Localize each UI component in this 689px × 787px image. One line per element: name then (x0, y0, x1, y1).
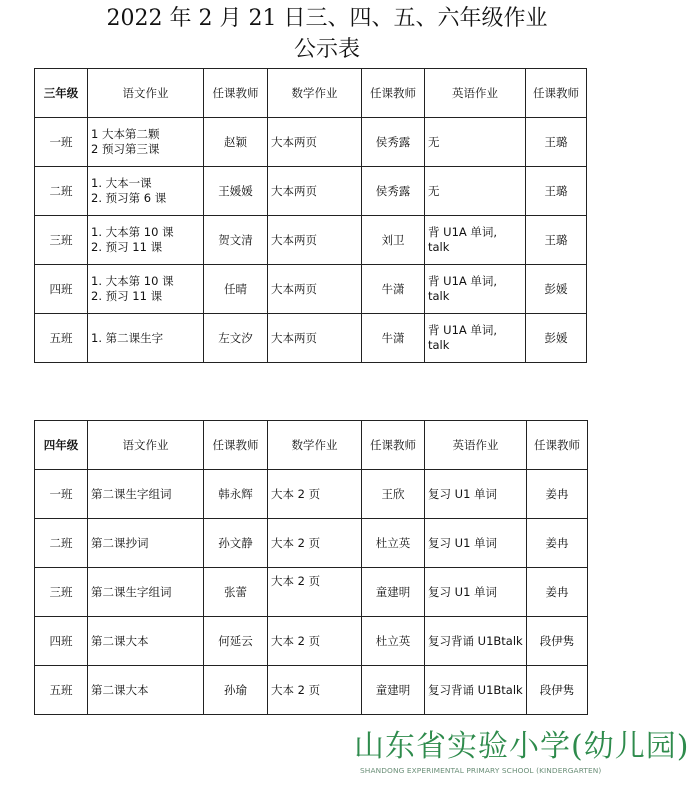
header-math: 数学作业 (268, 69, 362, 118)
chinese-teacher: 任晴 (204, 265, 268, 314)
english-teacher: 段伊隽 (527, 617, 588, 666)
header-chinese-teacher: 任课教师 (204, 421, 268, 470)
math-homework: 大本两页 (268, 216, 362, 265)
math-teacher: 侯秀露 (362, 118, 425, 167)
header-english-teacher: 任课教师 (526, 69, 587, 118)
chinese-homework (88, 265, 204, 314)
english-teacher: 段伊隽 (527, 666, 588, 715)
math-homework: 大本两页 (268, 118, 362, 167)
chinese-teacher: 贺文清 (204, 216, 268, 265)
english-homework (425, 314, 526, 363)
english-homework: 复习 U1 单词 (425, 568, 527, 617)
english-homework: 复习 U1 单词 (425, 519, 527, 568)
english-teacher: 彭媛 (526, 265, 587, 314)
math-homework: 大本 2 页 (268, 568, 362, 617)
math-homework: 大本 2 页 (268, 519, 362, 568)
header-math: 数学作业 (268, 421, 362, 470)
math-homework: 大本两页 (268, 314, 362, 363)
page-title: 2022 年 2 月 21 日三、四、五、六年级作业 (106, 6, 548, 31)
math-teacher: 童建明 (362, 568, 425, 617)
grade-label: 四年级 (35, 421, 88, 470)
chinese-homework (88, 118, 204, 167)
homework-line: 1. 第二课生字 (91, 330, 164, 345)
header-english: 英语作业 (425, 69, 526, 118)
chinese-teacher: 何延云 (204, 617, 268, 666)
class-name: 二班 (35, 167, 88, 216)
english-teacher: 彭媛 (526, 314, 587, 363)
homework-line: 无 (428, 134, 440, 149)
table-row (35, 216, 587, 265)
chinese-teacher: 韩永辉 (204, 470, 268, 519)
chinese-teacher: 左文汐 (204, 314, 268, 363)
grade3-homework-table (34, 68, 587, 363)
english-teacher: 姜冉 (527, 470, 588, 519)
chinese-teacher: 孙文静 (204, 519, 268, 568)
chinese-teacher: 王媛媛 (204, 167, 268, 216)
table-row (35, 470, 588, 519)
class-name: 一班 (35, 118, 88, 167)
table-header-row (35, 421, 588, 470)
homework-line: 2. 预习 11 课 (91, 240, 163, 254)
chinese-homework (88, 167, 204, 216)
table-header-row (35, 69, 587, 118)
homework-line: talk (428, 240, 450, 254)
table-row (35, 265, 587, 314)
homework-line: 2. 预习 11 课 (91, 289, 163, 303)
english-homework: 复习背诵 U1Btalk (425, 666, 527, 715)
chinese-teacher: 赵颖 (204, 118, 268, 167)
homework-line: talk (428, 338, 450, 352)
english-teacher: 姜冉 (527, 568, 588, 617)
table-row (35, 568, 588, 617)
table-row (35, 314, 587, 363)
table-row (35, 167, 587, 216)
english-teacher: 姜冉 (527, 519, 588, 568)
homework-line: 背 U1A 单词, (428, 225, 498, 239)
homework-line: 1. 大本一课 (91, 176, 152, 190)
homework-line: 背 U1A 单词, (428, 274, 498, 288)
math-teacher: 王欣 (362, 470, 425, 519)
class-name: 四班 (35, 265, 88, 314)
table-row (35, 519, 588, 568)
homework-line: 无 (428, 183, 440, 198)
math-teacher: 杜立英 (362, 519, 425, 568)
table-row (35, 666, 588, 715)
math-teacher: 童建明 (362, 666, 425, 715)
table-row (35, 617, 588, 666)
math-teacher: 刘卫 (362, 216, 425, 265)
header-chinese: 语文作业 (88, 69, 204, 118)
class-name: 一班 (35, 470, 88, 519)
homework-line: 1. 大本第 10 课 (91, 274, 174, 288)
grade4-homework-table (34, 420, 588, 715)
math-homework: 大本两页 (268, 265, 362, 314)
chinese-homework: 第二课抄词 (88, 519, 204, 568)
english-homework: 复习背诵 U1Btalk (425, 617, 527, 666)
math-teacher: 杜立英 (362, 617, 425, 666)
table-row (35, 118, 587, 167)
homework-line: 1. 大本第 10 课 (91, 225, 174, 239)
class-name: 三班 (35, 568, 88, 617)
english-teacher: 王璐 (526, 118, 587, 167)
math-homework: 大本 2 页 (268, 666, 362, 715)
chinese-homework (88, 314, 204, 363)
english-homework (425, 167, 526, 216)
class-name: 三班 (35, 216, 88, 265)
homework-line: 背 U1A 单词, (428, 323, 498, 337)
chinese-teacher: 张蕾 (204, 568, 268, 617)
chinese-homework: 第二课大本 (88, 666, 204, 715)
english-homework: 复习 U1 单词 (425, 470, 527, 519)
chinese-homework: 第二课大本 (88, 617, 204, 666)
chinese-homework: 第二课生字组词 (88, 470, 204, 519)
math-teacher: 牛潇 (362, 265, 425, 314)
math-homework: 大本 2 页 (268, 470, 362, 519)
header-chinese: 语文作业 (88, 421, 204, 470)
class-name: 五班 (35, 314, 88, 363)
english-teacher: 王璐 (526, 167, 587, 216)
english-homework (425, 216, 526, 265)
homework-line: talk (428, 289, 450, 303)
class-name: 五班 (35, 666, 88, 715)
math-teacher: 牛潇 (362, 314, 425, 363)
logo-chinese-name: 山东省实验小学(幼儿园) (354, 729, 689, 764)
homework-line: 2 预习第三课 (91, 142, 160, 156)
page-subtitle: 公示表 (293, 37, 360, 62)
logo-english-name: SHANDONG EXPERIMENTAL PRIMARY SCHOOL (KINDERGARTEN) (360, 766, 602, 775)
header-math-teacher: 任课教师 (362, 69, 425, 118)
school-logo (340, 726, 689, 786)
header-english-teacher: 任课教师 (527, 421, 588, 470)
header-english: 英语作业 (425, 421, 527, 470)
grade-label: 三年级 (35, 69, 88, 118)
header-chinese-teacher: 任课教师 (204, 69, 268, 118)
english-homework (425, 265, 526, 314)
homework-line: 2. 预习第 6 课 (91, 191, 167, 205)
english-teacher: 王璐 (526, 216, 587, 265)
math-homework: 大本两页 (268, 167, 362, 216)
chinese-teacher: 孙瑜 (204, 666, 268, 715)
header-math-teacher: 任课教师 (362, 421, 425, 470)
class-name: 四班 (35, 617, 88, 666)
math-teacher: 侯秀露 (362, 167, 425, 216)
class-name: 二班 (35, 519, 88, 568)
math-homework: 大本 2 页 (268, 617, 362, 666)
english-homework (425, 118, 526, 167)
homework-line: 1 大本第二颗 (91, 127, 160, 141)
chinese-homework (88, 216, 204, 265)
chinese-homework: 第二课生字组词 (88, 568, 204, 617)
